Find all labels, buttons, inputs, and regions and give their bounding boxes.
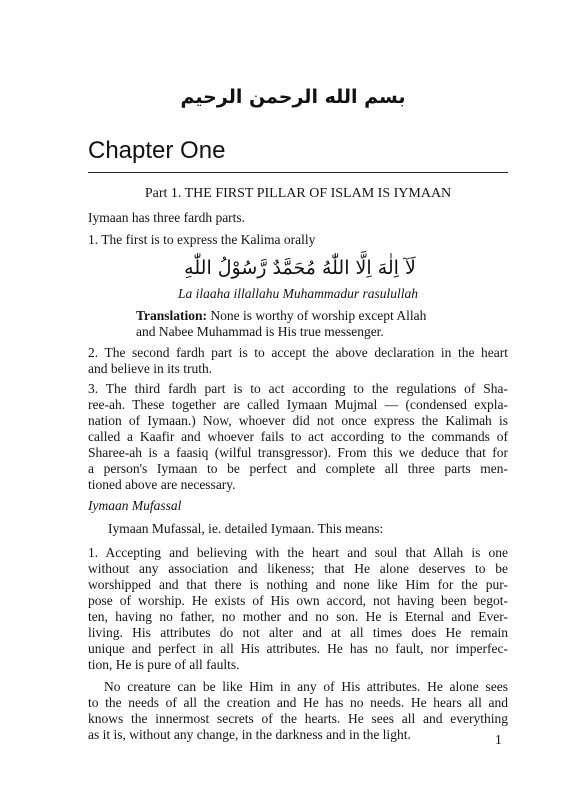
para4-line-5: ten, having no father, no mother and no son. He is Eternal and Ever-	[88, 609, 508, 624]
chapter-title: Chapter One	[88, 137, 226, 164]
para3-line-2: ree-ah. These together are called Iymaan Mujmal — (condensed expla-	[88, 397, 508, 412]
para5-line-1: No creature can be like Him in any of His attributes. He alone sees	[104, 679, 508, 694]
para5-line-2: to the needs of all the creation and He has no needs. He hears all and	[88, 695, 508, 710]
para3-line-7: tioned above are necessary.	[88, 477, 236, 492]
para3-line-6: a person's Iymaan to be perfect and complete all three parts men-	[88, 461, 508, 476]
para4-line-2: without any association and likeness; that He alone deserves to be	[88, 561, 508, 576]
translation-line-2: and Nabee Muhammad is His true messenger.	[136, 324, 384, 339]
para2-line-1: 2. The second fardh part is to accept the above declaration in the heart	[88, 345, 508, 360]
part-heading: Part 1. THE FIRST PILLAR OF ISLAM IS IYMAAN	[144, 186, 452, 201]
para4-line-4: pose of worship. He exists of His own accord, not having been begot-	[88, 593, 508, 608]
page-number: 1	[495, 732, 502, 747]
intro-line-2: 1. The first is to express the Kalima orally	[88, 232, 316, 247]
para5-line-3: knows the innermost secrets of the hearts. He sees all and everything	[88, 711, 508, 726]
section-heading: Iymaan Mufassal	[88, 498, 182, 513]
translation-text-1: None is worthy of worship except Allah	[210, 308, 427, 323]
para4-line-6: living. His attributes do not alter and at all times does He remain	[88, 625, 508, 640]
para3-line-3: nation of Iymaan.) Now, whoever did not once express the Kalimah is	[88, 413, 508, 428]
intro-line-1: Iymaan has three fardh parts.	[88, 210, 246, 225]
para3-line-5: Sharee-ah is a faasiq (wilful transgressor). From this we deduce that for	[88, 445, 508, 460]
translation-label: Translation:	[136, 308, 208, 323]
para4-line-8: tion, He is pure of all faults.	[88, 657, 240, 672]
para2-line-2: and believe in its truth.	[88, 361, 213, 376]
translation-line-1	[136, 308, 426, 324]
section-intro: Iymaan Mufassal, ie. detailed Iymaan. This means:	[108, 521, 384, 536]
para4-line-3: worshipped and that there is nothing and none like Him for the pur-	[88, 577, 508, 592]
para5-line-4: as it is, without any change, in the darkness and in the light.	[88, 727, 411, 742]
kalima-arabic: لَآ اِلٰهَ اِلَّا اللّٰهُ مُحَمَّدٌ رَّسُوْلُ اللّٰهِ	[184, 257, 416, 279]
bismillah-calligraphy: بسم الله الرحمن الرحيم	[180, 86, 406, 108]
para3-line-4: called a Kaafir and whoever fails to act according to the commands of	[88, 429, 508, 444]
para3-line-1: 3. The third fardh part is to act according to the regulations of Sha-	[88, 381, 508, 396]
para4-line-1: 1. Accepting and believing with the heart and soul that Allah is one	[88, 545, 508, 560]
kalima-transliteration: La ilaaha illallahu Muhammadur rasulullah	[177, 286, 419, 301]
para4-line-7: unique and perfect in all His attributes. He has no fault, nor imperfec-	[88, 641, 508, 656]
chapter-divider	[88, 172, 508, 173]
